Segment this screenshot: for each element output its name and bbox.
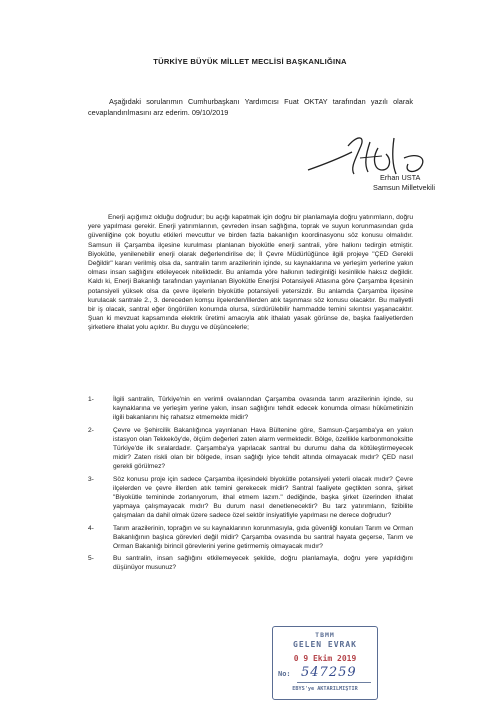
question-number: 4- bbox=[88, 524, 94, 532]
question-list bbox=[88, 395, 413, 576]
question-text: Çevre ve Şehircilik Bakanlığınca yayınlanan Hava Bültenine göre, Samsun-Çarşamba'ya en yakın istasyon olan Tekkeköy'de, ölçüm değerleri zaten alarm vermektedir. Bölge, özellikle karbonmonoksitte Türkiye'de ilk sıralardadır. Çarşamba'ya yapılacak santral bu durumu daha da kötüleştirmeyecek midir? Zaten riskli olan bir bölgede, insan sağlığı iyice tehdit altında olmayacak mıdır? ÇED nasıl gerekli görülmez? bbox=[113, 426, 413, 471]
question-item bbox=[88, 554, 413, 572]
stamp-number-underline bbox=[297, 682, 371, 683]
stamp-heading: GELEN EVRAK bbox=[293, 640, 357, 649]
question-item bbox=[88, 395, 413, 423]
received-document-stamp bbox=[272, 626, 378, 700]
question-text: Bu santralin, insan sağlığını etkilemeyecek şekilde, doğru planlamayla, doğru yere yapıldığını düşünüyor musunuz? bbox=[113, 555, 413, 572]
stamp-number-value: 547259 bbox=[301, 665, 357, 680]
signer-title: Samsun Milletvekili bbox=[373, 183, 436, 192]
question-item bbox=[88, 426, 413, 472]
handwritten-signature bbox=[300, 128, 450, 188]
question-text: Söz konusu proje için sadece Çarşamba ilçesindeki biyokütle potansiyeli yeterli olacak mıdır? Çevre ilçelerden ve çevre illerden atık temini gerekecek midir? Santral faaliyete geçtikten sonra, şirket "Biyokütle temininde zorlanıyorum, ithal etmem lazım." dediğinde, başka şirket üzerinden ithalat yapmaya çalışmayacak mıdır? Bu durum nasıl denetlenecektir? Bu tarz yatırımların, fizibilite çalışmaları da dahil olmak üzere sadece özel sektör insiyatifiyle yapılması ne derece doğrudur? bbox=[113, 475, 413, 520]
intro-text: Aşağıdaki sorularımın Cumhurbaşkanı Yardımcısı Fuat OKTAY tarafından yazılı olarak cevaplandırılmasını arz ederim. 09/10/2019 bbox=[88, 97, 413, 117]
question-number: 2- bbox=[88, 426, 94, 434]
stamp-number-label: No: bbox=[278, 670, 291, 678]
stamp-org: TBMM bbox=[315, 631, 335, 639]
question-text: İlgili santralin, Türkiye'nin en verimli ovalarından Çarşamba ovasında tarım arazilerinin içinde, su kaynaklarına ve yerleşim yerine yakın, insan sağlığını tehdit edecek konumda olması hükümetinizin ilgili bakanlarını hiç rahatsız etmemekte midir? bbox=[113, 396, 413, 422]
question-number: 5- bbox=[88, 555, 94, 563]
body-paragraph bbox=[88, 213, 413, 333]
question-item bbox=[88, 475, 413, 521]
document-title: TÜRKİYE BÜYÜK MİLLET MECLİSİ BAŞKANLIĞINA bbox=[153, 57, 347, 66]
question-number: 3- bbox=[88, 475, 94, 483]
stamp-date: 0 9 Ekim 2019 bbox=[293, 654, 357, 663]
signer-name: Erhan USTA bbox=[380, 173, 421, 182]
question-text: Tarım arazilerinin, toprağın ve su kaynaklarının korunmasıyla, gıda güvenliği konuları Tarım ve Orman Bakanlığının başlıca görevleri değil midir? Çarşamba ovasında bu santral hayata geçerse, Tarım ve Orman Bakanlığı birincil görevlerini yerine getirmemiş olmayacak mıdır? bbox=[113, 524, 413, 551]
stamp-footer: EBYS'ye AKTARILMIŞTIR bbox=[292, 686, 358, 692]
question-number: 1- bbox=[88, 396, 94, 403]
body-text: Enerji açığımız olduğu doğrudur; bu açığı kapatmak için doğru bir planlamayla doğru yatırımların, doğru yere yapılması gerekir. Enerji yatırımlarının, çevreden insan sağlığına, toprak ve suyun korunmasından gıda güvenliğine çok boyutlu etkileri mevcuttur ve birden fazla bakanlığın koordinasyonu söz konusu olmalıdır. Samsun ili Çarşamba ilçesine kurulması planlanan biyokütle enerji santrali, yöre halkını tedirgin etmiştir. Biyokütle, yenilenebilir enerji olarak değerlendirilse de; İl Çevre Müdürlüğünce ilgili projeye "ÇED Gerekli Değildir" kararı verilmiş olsa da, santralin tarım arazilerinin içinde, su kaynaklarına ve yerleşim yerlerine yakın olması insan sağlığını etkileyecek niteliktedir. Bu anlamda yöre halkının tedirginliği kesinlikle haksız değildir. Kaldı ki, Enerji Bakanlığı tarafından yayınlanan Biyokütle Enerjisi Potansiyeli Atlasına göre Çarşamba ilçesinin potansiyeli yüksek olsa da çevre ilçelerin biyokütle potansiyeli yetersizdir. Bu anlamda Çarşamba ilçesine kurulacak santrale 2., 3. dereceden komşu ilçelerden/illerden atık taşınması söz konusu olacaktır. Bu maliyetli bir iş olacak, santral eğer öngörülen konumda olursa, sürdürülebilir hammadde temini sıkıntısı yaşanacaktır. Şuan ki mevzuat kapsamında elektrik üretimi amacıyla atık ithalatı yasak görünse de, başka faaliyetlerden şirketlere ithalat yolu açıktır. Bu duygu ve düşüncelerle; bbox=[88, 214, 413, 332]
question-item bbox=[88, 524, 413, 552]
intro-paragraph bbox=[88, 96, 413, 118]
